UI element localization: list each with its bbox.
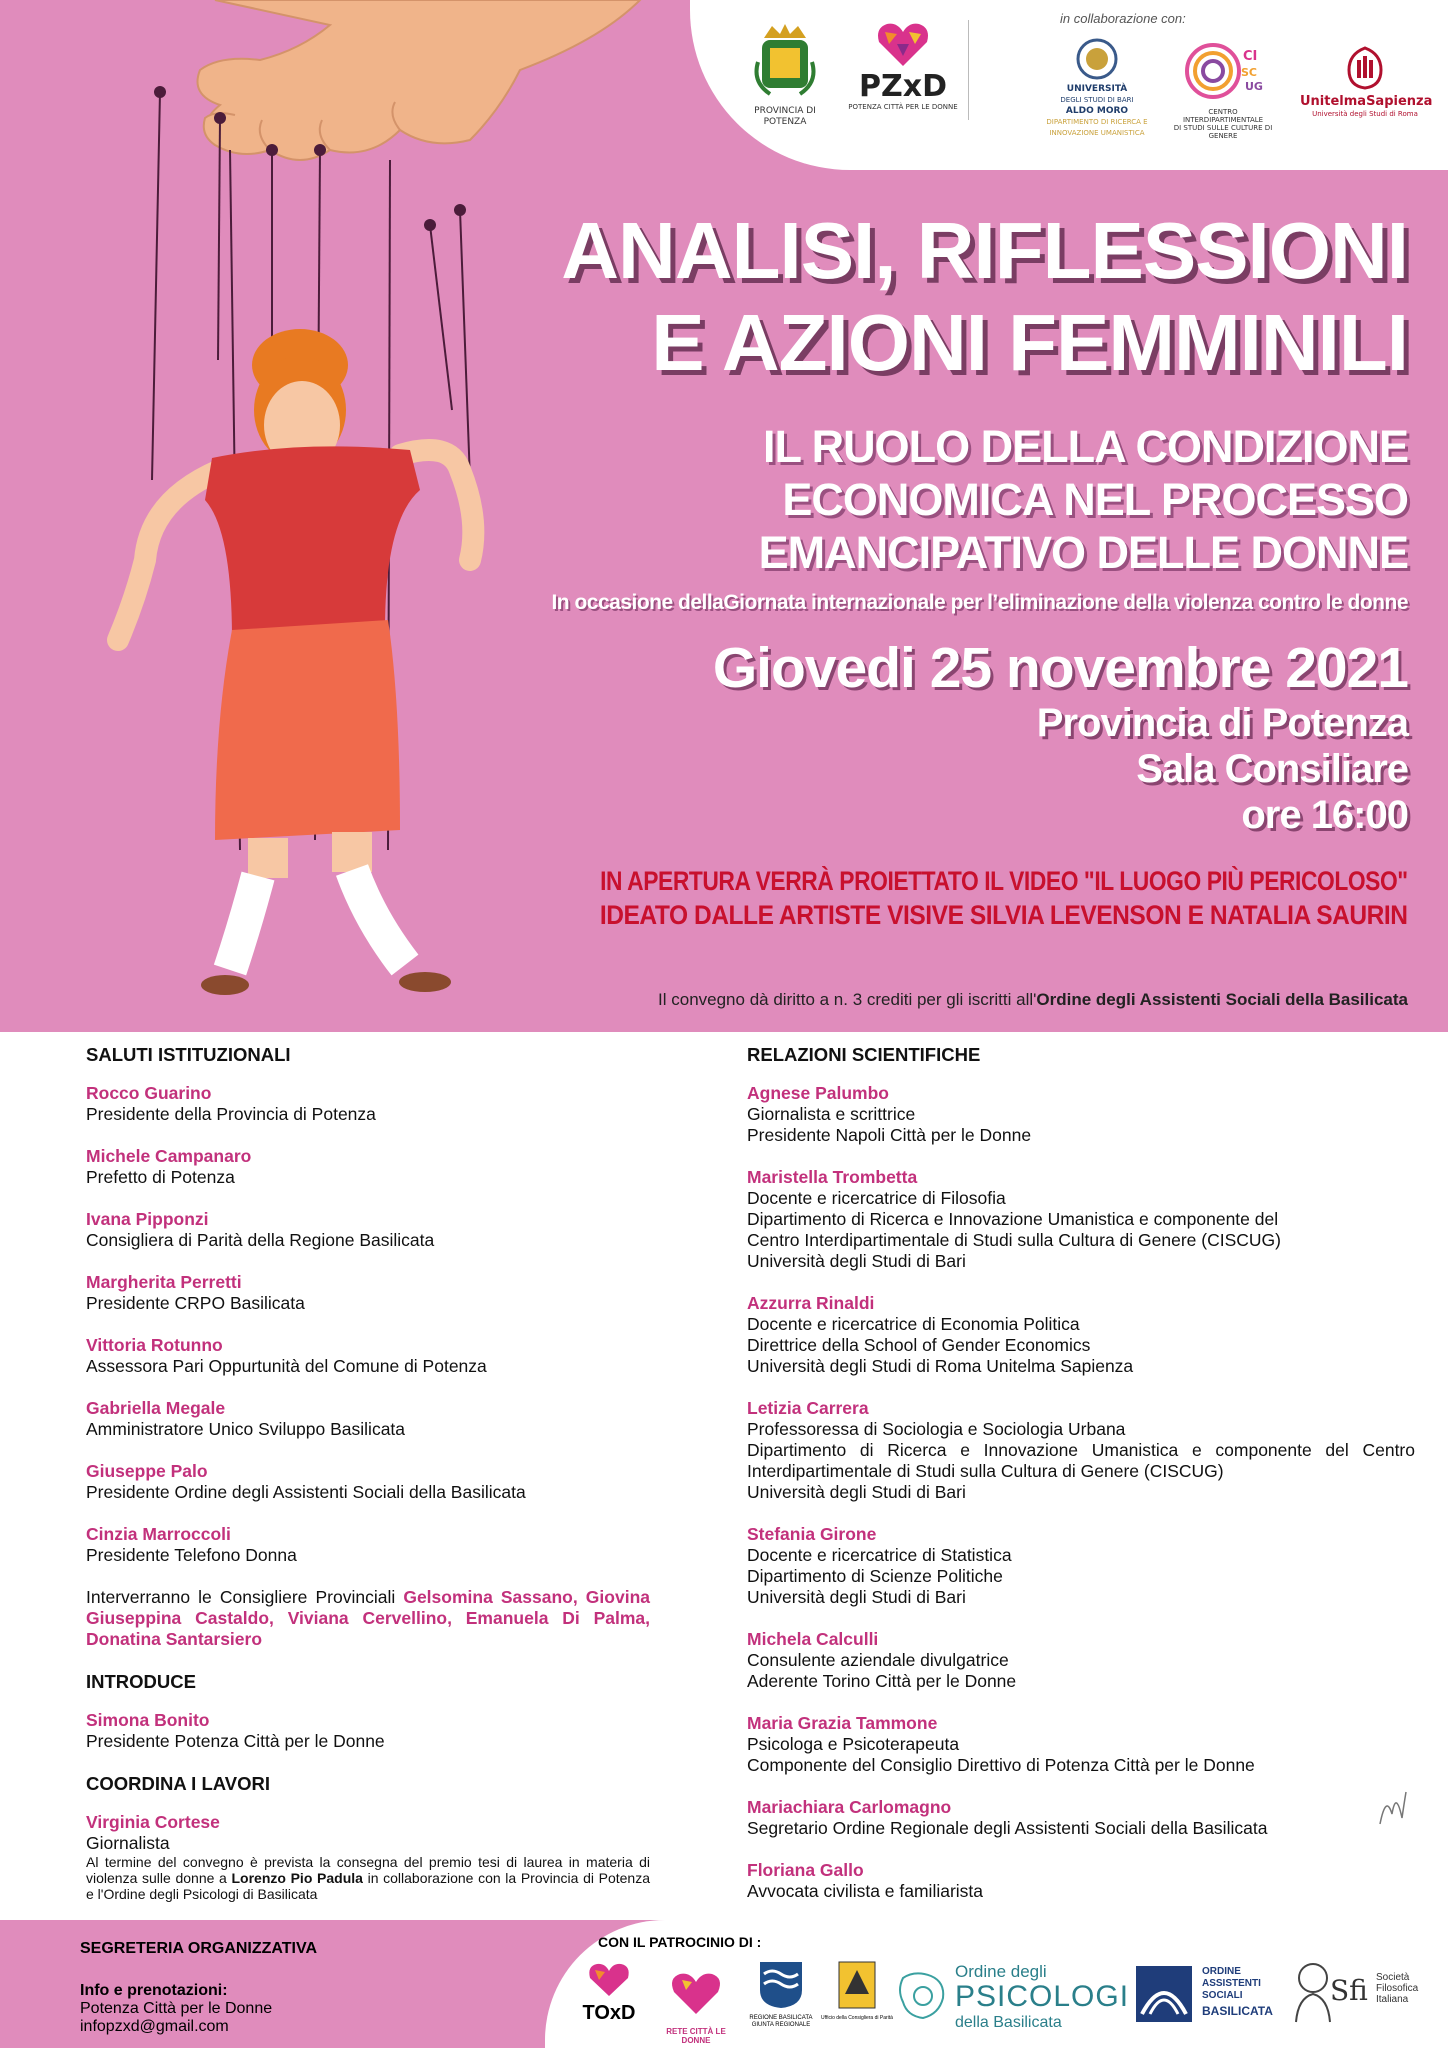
award-note-a: Al termine del convegno è prevista la consegna del premio tesi di laurea in materia di violenza sulle donne a (86, 1854, 650, 1886)
award-recipient: Lorenzo Pio Padula (231, 1870, 363, 1886)
person-role-line: Presidente Ordine degli Assistenti Sociali della Basilicata (86, 1482, 526, 1502)
uniba-logo (1042, 38, 1152, 139)
person-name: Maristella Trombetta (747, 1167, 918, 1187)
regione-logo (746, 1960, 816, 2029)
regione-line-1: REGIONE BASILICATA (749, 2015, 813, 2021)
ombudsman-logo (820, 1960, 894, 2021)
unitelma-caption: Università degli Studi di Roma (1312, 110, 1418, 118)
person-role-line: Aderente Torino Città per le Donne (747, 1671, 1017, 1691)
segreteria-heading: SEGRETERIA ORGANIZZATIVA (80, 1940, 318, 1957)
psicologi-line-3: della Basilicata (955, 2014, 1062, 2031)
person-role-line: Consulente aziendale divulgatrice (747, 1650, 1009, 1670)
person-role-line: Dipartimento di Ricerca e Innovazione Umanistica e componente del Centro (747, 1440, 1415, 1460)
person-entry (747, 1083, 1415, 1146)
person-role-line: Presidente Telefono Donna (86, 1545, 297, 1565)
provincia-logo (735, 22, 835, 128)
credits-prefix: Il convegno dà diritto a n. 3 crediti per gli iscritti all' (658, 990, 1037, 1009)
uniba-line-1: UNIVERSITÀ (1066, 84, 1128, 94)
ciscug-line-2: DI STUDI SULLE CULTURE DI GENERE (1173, 124, 1273, 140)
university-seal-icon (1076, 38, 1118, 80)
person-entry (747, 1398, 1415, 1503)
person-role-line: Università degli Studi di Bari (747, 1482, 966, 1502)
person-role-line: Avvocata civilista e familiarista (747, 1881, 984, 1901)
introduce-heading: INTRODUCE (86, 1671, 196, 1692)
main-title-line-1: ANALISI, RIFLESSIONI (561, 206, 1408, 295)
uniba-line-5: INNOVAZIONE UMANISTICA (1049, 129, 1145, 137)
award-note (86, 1854, 650, 1902)
event-place-2: Sala Consiliare (1136, 747, 1408, 791)
heart-mosaic-icon (587, 1962, 631, 1998)
person-name: Cinzia Marroccoli (86, 1524, 231, 1544)
person-role-line: Dipartimento di Scienze Politiche (747, 1566, 1003, 1586)
heart-mosaic-icon (664, 1958, 728, 2022)
credits-org: Ordine degli Assistenti Sociali della Basilicata (1036, 990, 1408, 1009)
person-role: Presidente Potenza Città per le Donne (86, 1731, 385, 1751)
award-note-c: in collaborazione con la Provincia di Potenza e l'Ordine degli Psicologi di Basilicata (86, 1870, 651, 1902)
consiglieri-names: Gelsomina Sassano, Giovina Giuseppina Castaldo, Viviana Cervellino, Emanuela Di Palma, Donatina Santarsiero (86, 1587, 650, 1649)
person-name: Maria Grazia Tammone (747, 1713, 938, 1733)
toxd-logo (570, 1962, 648, 2023)
person-role-line: Università degli Studi di Bari (747, 1251, 966, 1271)
uniba-line-4: DIPARTIMENTO DI RICERCA E (1046, 118, 1148, 126)
person-role-line: Università degli Studi di Bari (747, 1587, 966, 1607)
person-entry (86, 1272, 650, 1314)
oas-line-4: BASILICATA (1202, 2004, 1273, 2018)
coordina-person (86, 1812, 650, 1854)
signature-mark (1376, 1784, 1410, 1830)
oas-line-1: ORDINE (1202, 1966, 1241, 1977)
person-name: Simona Bonito (86, 1710, 210, 1730)
person-role-line: Centro Interdipartimentale di Studi sulla Cultura di Genere (CISCUG) (747, 1230, 1281, 1250)
psicologi-line-1: Ordine degli (955, 1962, 1047, 1981)
region-outline-icon (895, 1968, 951, 2024)
ciscug-rings-icon (1183, 38, 1263, 104)
svg-text:SC: SC (1241, 66, 1257, 79)
ciscug-logo (1168, 38, 1278, 140)
person-role-line: Interdipartimentale di Studi sulla Cultura di Genere (CISCUG) (747, 1461, 1224, 1481)
oas-emblem-icon (1134, 1964, 1194, 2024)
pzxd-logo (848, 20, 958, 113)
credits-note (658, 990, 1408, 1010)
person-role-line: Università degli Studi di Roma Unitelma Sapienza (747, 1356, 1134, 1376)
person-role-line: Presidente della Provincia di Potenza (86, 1104, 376, 1124)
person-name: Rocco Guarino (86, 1083, 212, 1103)
occasion-line: In occasione dellaGiornata internazionale per l’eliminazione della violenza contro le donne (551, 591, 1408, 614)
unitelma-wordmark: UnitelmaSapienza (1300, 94, 1433, 109)
consiglieri-paragraph (86, 1587, 650, 1650)
coat-of-arms-icon (750, 22, 820, 102)
sfi-sub-1: Società (1376, 1972, 1410, 1983)
person-name: Stefania Girone (747, 1524, 877, 1544)
subtitle-line-1: IL RUOLO DELLA CONDIZIONE (763, 421, 1408, 472)
saluti-heading: SALUTI ISTITUZIONALI (86, 1044, 291, 1065)
ombudsman-badge-icon (837, 1960, 877, 2010)
person-role-line: Presidente Napoli Città per le Donne (747, 1125, 1032, 1145)
person-role-line: Prefetto di Potenza (86, 1167, 235, 1187)
person-name: Virginia Cortese (86, 1812, 220, 1832)
video-line-2: IDEATO DALLE ARTISTE VISIVE SILVIA LEVENSON E NATALIA SAURIN (600, 900, 1408, 930)
uniba-line-3: ALDO MORO (1065, 106, 1129, 116)
info-heading: Info e prenotazioni: (80, 1982, 228, 1999)
coordina-heading: COORDINA I LAVORI (86, 1773, 270, 1794)
person-name: Michela Calculli (747, 1629, 879, 1649)
person-name: Vittoria Rotunno (86, 1335, 223, 1355)
pzxd-caption: POTENZA CITTÀ PER LE DONNE (848, 103, 958, 111)
person-entry (747, 1797, 1415, 1839)
introduce-person (86, 1710, 650, 1752)
person-entry (86, 1461, 650, 1503)
relazioni-heading: RELAZIONI SCIENTIFICHE (747, 1044, 981, 1065)
person-role-line: Docente e ricercatrice di Filosofia (747, 1188, 1006, 1208)
person-entry (747, 1293, 1415, 1377)
person-role-line: Dipartimento di Ricerca e Innovazione Umanistica e componente del (747, 1209, 1279, 1229)
person-entry (747, 1524, 1415, 1608)
event-date: Giovedi 25 novembre 2021 (712, 636, 1408, 700)
event-place-1: Provincia di Potenza (1036, 701, 1408, 745)
ombudsman-caption: Ufficio della Consigliera di Parità (821, 2015, 893, 2021)
svg-text:CI: CI (1243, 49, 1258, 64)
info-email[interactable]: infopzxd@gmail.com (80, 2018, 229, 2035)
person-name: Mariachiara Carlomagno (747, 1797, 952, 1817)
logo-divider (968, 20, 969, 120)
info-org: Potenza Città per le Donne (80, 2000, 273, 2017)
person-role-line: Psicologa e Psicoterapeuta (747, 1734, 960, 1754)
person-entry (86, 1083, 650, 1125)
toxd-wordmark: TOxD (582, 2002, 636, 2024)
heart-mosaic-icon (875, 20, 931, 68)
person-role-line: Amministratore Unico Sviluppo Basilicata (86, 1419, 406, 1439)
unitelma-crest-icon (1345, 46, 1385, 90)
person-role-line: Componente del Consiglio Direttivo di Potenza Città per le Donne (747, 1755, 1255, 1775)
event-time: ore 16:00 (1241, 793, 1408, 837)
person-role-line: Segretario Ordine Regionale degli Assistenti Sociali della Basilicata (747, 1818, 1268, 1838)
person-entry (747, 1713, 1415, 1776)
regione-shield-icon (758, 1960, 804, 2010)
info-block (80, 1982, 272, 2036)
person-role: Giornalista (86, 1833, 170, 1853)
rete-wordmark: RETE CITTÀ LE DONNE (666, 2027, 726, 2045)
person-role-line: Professoressa di Sociologia e Sociologia Urbana (747, 1419, 1126, 1439)
consiglieri-prefix: Interverranno le Consigliere Provinciali (86, 1587, 404, 1607)
regione-line-2: GIUNTA REGIONALE (751, 2022, 811, 2028)
subtitle-line-3: EMANCIPATIVO DELLE DONNE (758, 527, 1408, 578)
person-entry (747, 1167, 1415, 1272)
person-name: Giuseppe Palo (86, 1461, 208, 1481)
ciscug-line-1: CENTRO INTERDIPARTIMENTALE (1182, 108, 1264, 124)
saluti-list (86, 1083, 650, 1566)
programme-left-column (86, 1044, 650, 1902)
person-entry (86, 1398, 650, 1440)
person-entry (86, 1335, 650, 1377)
pzxd-wordmark: PZxD (859, 69, 947, 104)
person-role-line: Consigliera di Parità della Regione Basilicata (86, 1230, 435, 1250)
provincia-caption: PROVINCIA DI POTENZA (754, 106, 816, 127)
person-entry (747, 1629, 1415, 1692)
main-title-line-2: E AZIONI FEMMINILI (651, 298, 1408, 387)
rete-logo (660, 1958, 732, 2045)
person-entry (86, 1209, 650, 1251)
person-role-line: Giornalista e scrittrice (747, 1104, 916, 1124)
person-role-line: Assessora Pari Oppurtunità del Comune di Potenza (86, 1356, 487, 1376)
person-name: Ivana Pipponzi (86, 1209, 209, 1229)
person-entry (86, 1146, 650, 1188)
patrocinio-label: CON IL PATROCINIO DI : (598, 1934, 762, 1950)
psicologi-line-2: PSICOLOGI (955, 1980, 1130, 2013)
person-name: Margherita Perretti (86, 1272, 242, 1292)
person-name: Michele Campanaro (86, 1146, 252, 1166)
unitelma-logo (1300, 46, 1433, 120)
sfi-sub-2: Filosofica (1376, 1983, 1419, 1994)
programme-right-column (747, 1044, 1415, 1923)
person-role-line: Docente e ricercatrice di Economia Politica (747, 1314, 1080, 1334)
oas-line-3: SOCIALI (1202, 1990, 1243, 2001)
person-name: Azzurra Rinaldi (747, 1293, 875, 1313)
person-name: Agnese Palumbo (747, 1083, 889, 1103)
svg-text:UG: UG (1245, 80, 1263, 93)
person-entry (86, 1524, 650, 1566)
person-role-line: Presidente CRPO Basilicata (86, 1293, 305, 1313)
collab-label: in collaborazione con: (1060, 11, 1186, 26)
video-line-1: IN APERTURA VERRÀ PROIETTATO IL VIDEO "IL LUOGO PIÙ PERICOLOSO" (600, 866, 1408, 896)
person-name: Floriana Gallo (747, 1860, 864, 1880)
person-role-line: Docente e ricercatrice di Statistica (747, 1545, 1012, 1565)
person-role-line: Direttrice della School of Gender Economics (747, 1335, 1091, 1355)
oas-line-2: ASSISTENTI (1202, 1978, 1261, 1989)
person-entry (747, 1860, 1415, 1902)
relatori-list (747, 1083, 1415, 1902)
subtitle-line-2: ECONOMICA NEL PROCESSO (782, 474, 1408, 525)
person-name: Gabriella Megale (86, 1398, 226, 1418)
sfi-sub-3: Italiana (1376, 1994, 1409, 2005)
person-name: Letizia Carrera (747, 1398, 869, 1418)
sfi-wordmark: Sfi (1330, 1974, 1368, 2007)
uniba-line-2: DEGLI STUDI DI BARI (1060, 96, 1134, 104)
